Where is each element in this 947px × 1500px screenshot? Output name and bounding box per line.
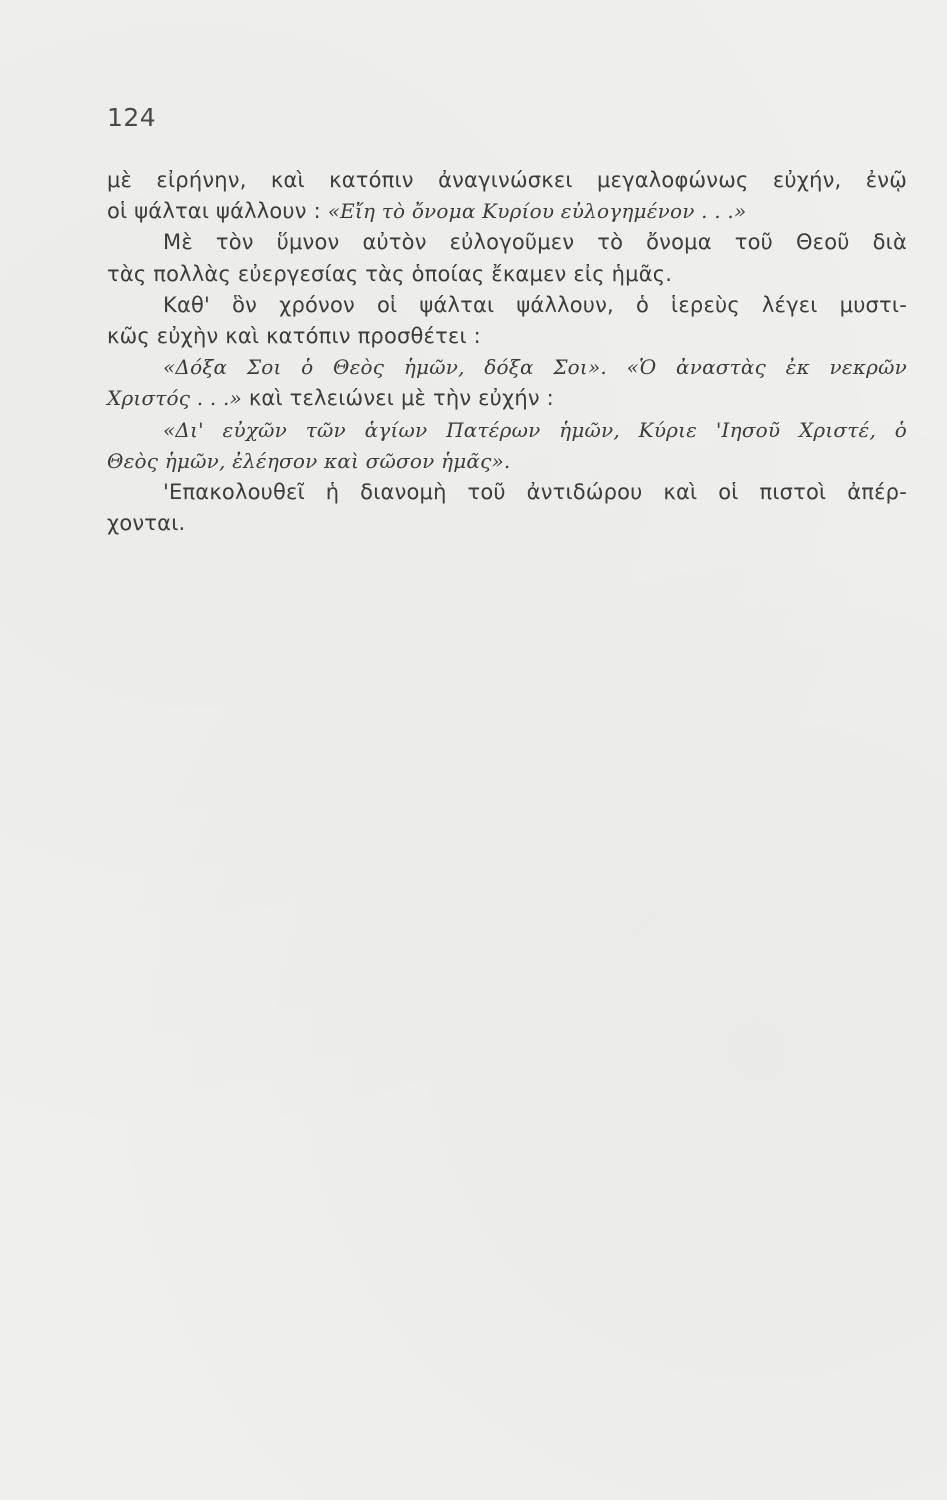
text-segment: Μὲ τὸν ὕμνον αὐτὸν εὐλογοῦμεν τὸ ὄνομα τοῦ Θεοῦ διὰ <box>163 230 907 255</box>
quoted-text: Χριστός . . .» <box>107 386 242 411</box>
text-line <box>107 508 907 539</box>
text-segment: καὶ τελειώνει μὲ τὴν εὐχήν : <box>241 386 554 411</box>
quoted-text: «Εἴη τὸ ὄνομα Κυρίου εὐλογημένον . . .» <box>327 199 747 224</box>
text-segment: 'Επακολουθεῖ ἡ διανομὴ τοῦ ἀντιδώρου καὶ οἱ πιστοὶ ἀπέρ- <box>163 479 907 504</box>
text-line <box>107 321 907 352</box>
text-line <box>107 415 907 446</box>
text-segment: Καθ' ὃν χρόνον οἱ ψάλται ψάλλουν, ὁ ἱερεὺς λέγει μυστι- <box>163 292 907 317</box>
text-line <box>107 259 907 290</box>
text-segment: οἱ ψάλται ψάλλουν : <box>107 199 328 224</box>
quoted-text: Θεὸς ἡμῶν, ἐλέησον καὶ σῶσον ἡμᾶς». <box>107 448 511 473</box>
text-line <box>107 227 907 258</box>
body-text <box>107 165 907 539</box>
quoted-text: «Δόξα Σοι ὁ Θεὸς ἡμῶν, δόξα Σοι». «Ὁ ἀναστὰς ἐκ νεκρῶν <box>163 355 907 380</box>
text-segment: χονται. <box>107 511 186 536</box>
text-line <box>107 196 907 227</box>
page-number: 124 <box>107 103 157 132</box>
text-line <box>107 165 907 196</box>
text-segment: κῶς εὐχὴν καὶ κατόπιν προσθέτει : <box>107 323 481 348</box>
text-line <box>107 446 907 477</box>
text-line <box>107 290 907 321</box>
text-segment: τὰς πολλὰς εὐεργεσίας τὰς ὁποίας ἔκαμεν εἰς ἡμᾶς. <box>107 261 673 286</box>
text-segment: μὲ εἰρήνην, καὶ κατόπιν ἀναγινώσκει μεγαλοφώνως εὐχήν, ἐνῷ <box>107 168 907 192</box>
quoted-text: «Δι' εὐχῶν τῶν ἁγίων Πατέρων ἡμῶν, Κύριε 'Ιησοῦ Χριστέ, ὁ <box>163 417 907 442</box>
text-line <box>107 352 907 383</box>
text-line <box>107 477 907 508</box>
text-line <box>107 383 907 414</box>
